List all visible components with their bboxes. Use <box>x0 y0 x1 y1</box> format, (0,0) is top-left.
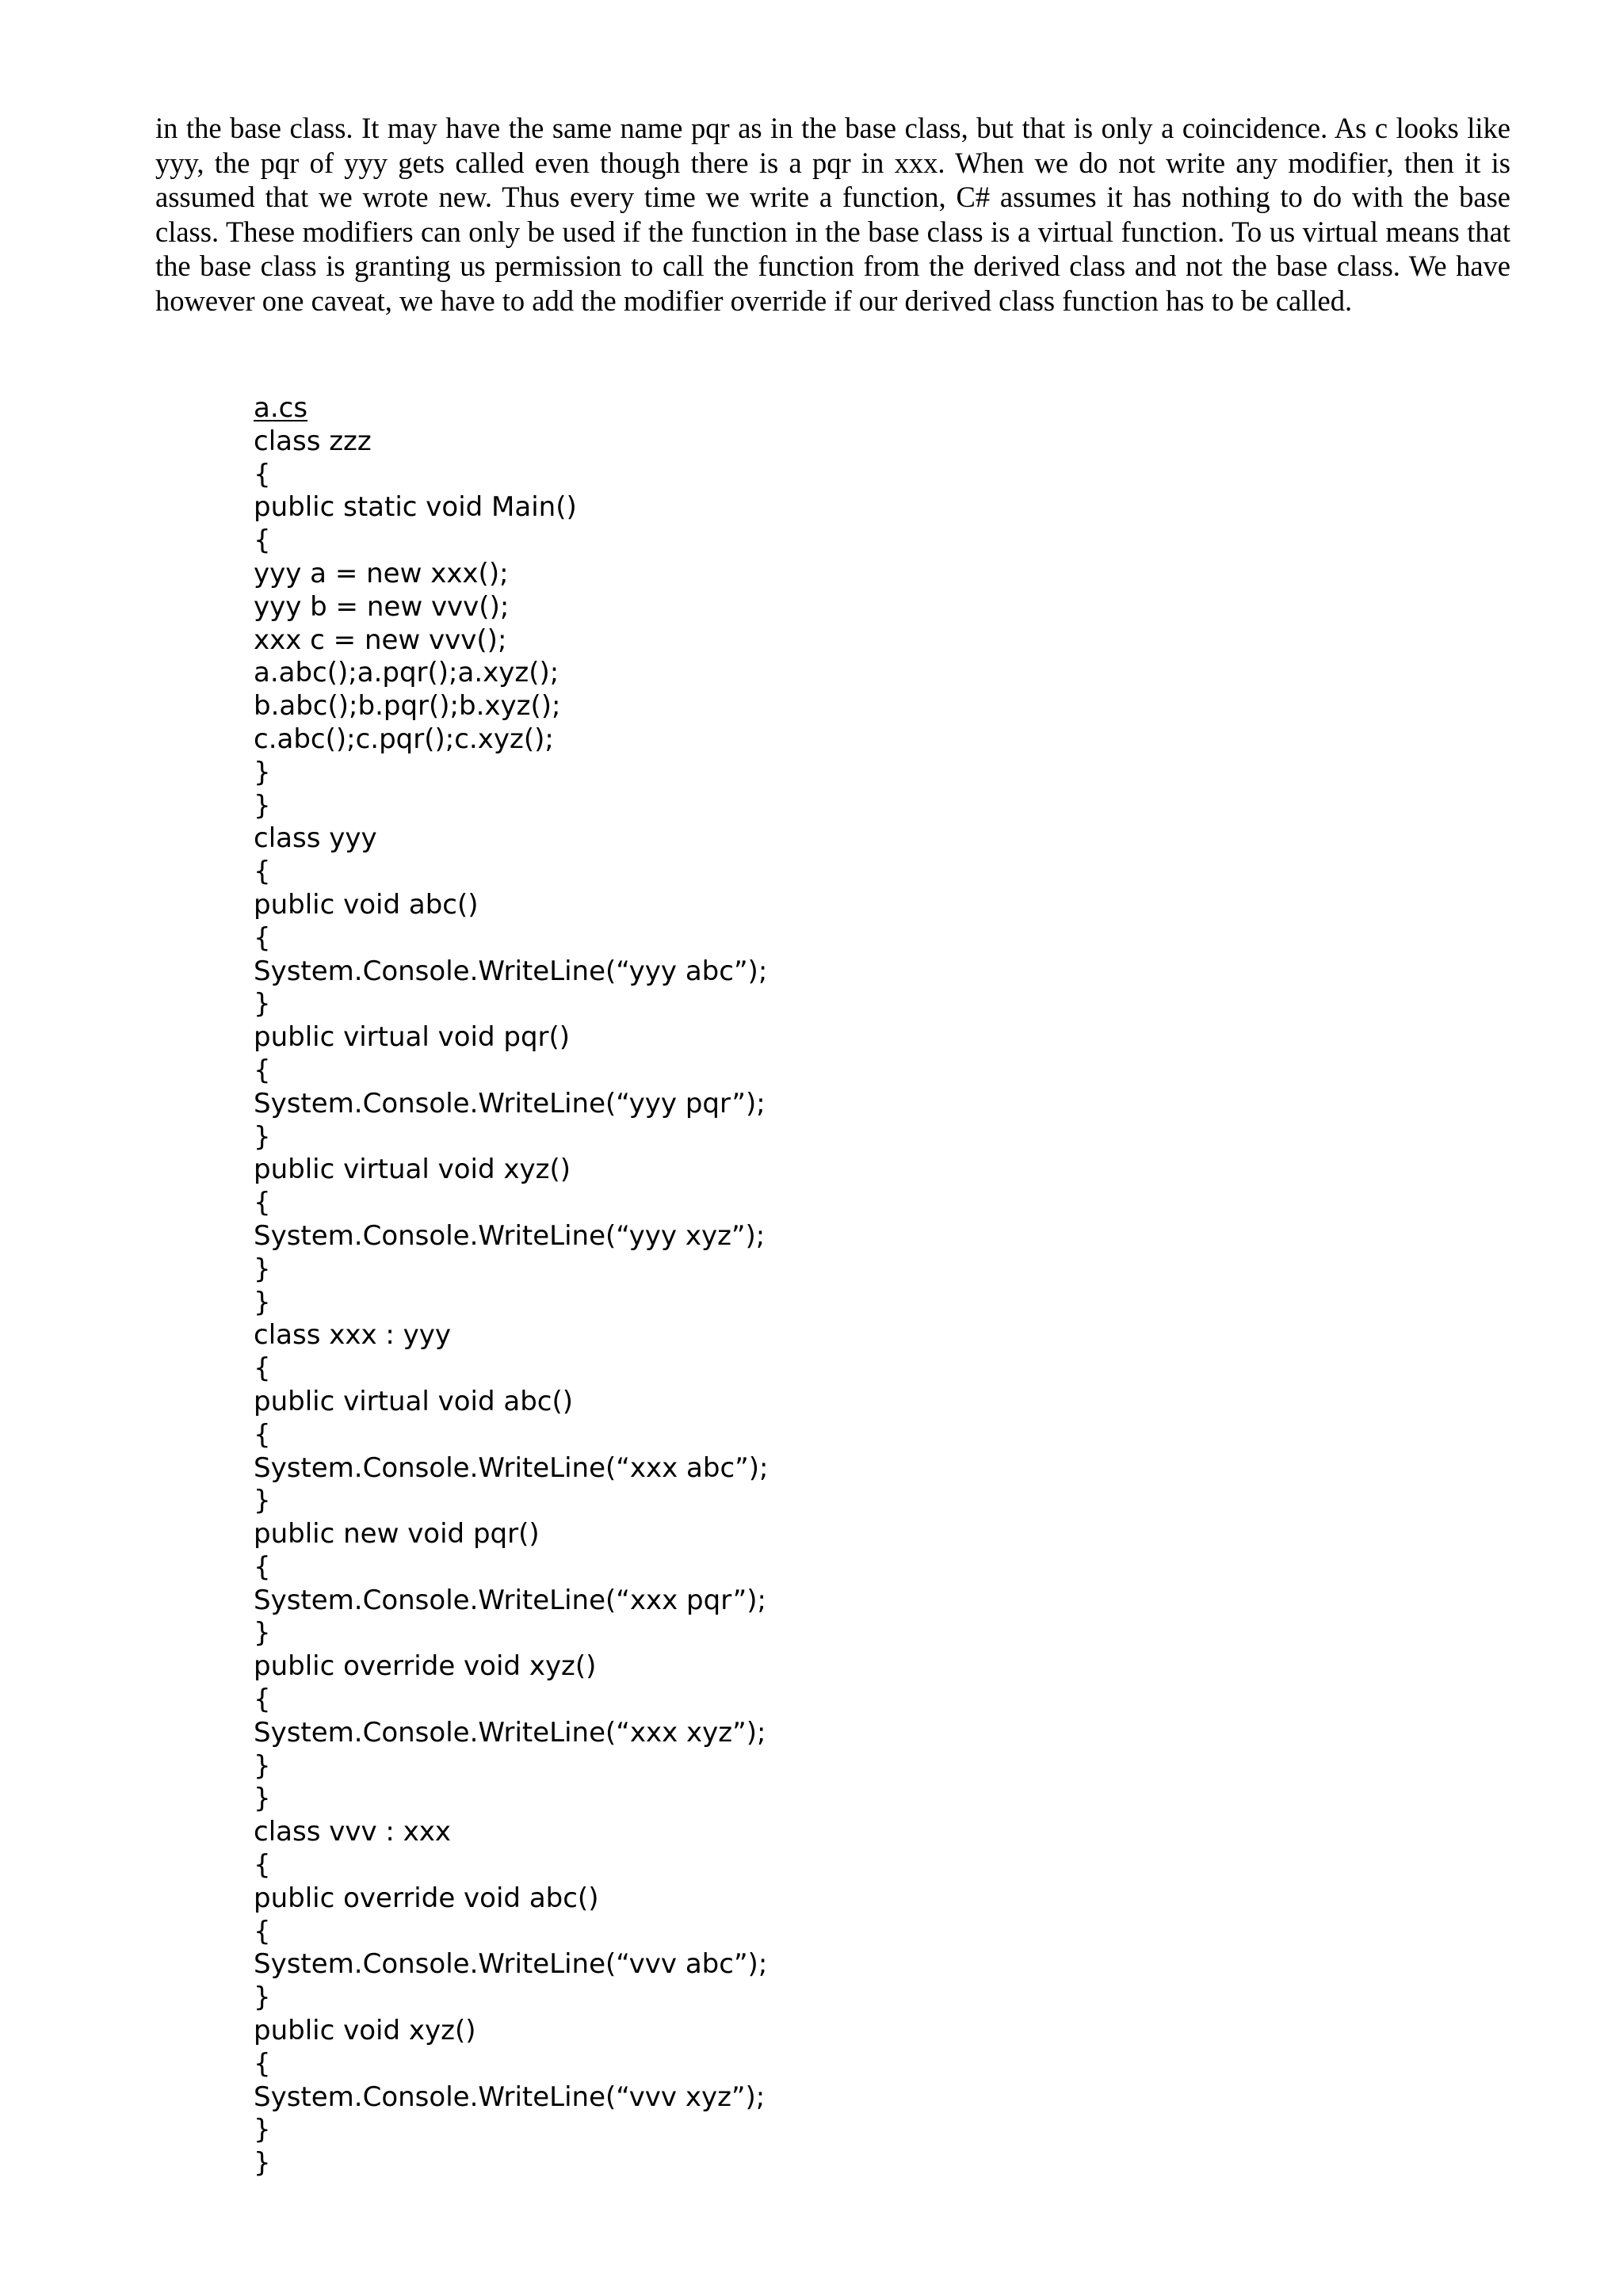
code-line: class xxx : yyy <box>254 1319 452 1352</box>
code-lines <box>254 425 769 2180</box>
code-line: { <box>254 1054 271 1086</box>
code-line: System.Console.WriteLine(“xxx pqr”); <box>254 1584 766 1616</box>
code-line: public static void Main() <box>254 491 577 524</box>
code-line: } <box>254 1253 271 1285</box>
code-line: System.Console.WriteLine(“xxx xyz”); <box>254 1716 766 1749</box>
code-line: { <box>254 1849 271 1882</box>
code-line: { <box>254 1187 271 1219</box>
code-line: { <box>254 921 271 954</box>
code-line: public void abc() <box>254 888 479 921</box>
code-line: c.abc();c.pqr();c.xyz(); <box>254 723 554 755</box>
code-line: { <box>254 856 271 888</box>
code-line: { <box>254 458 271 490</box>
code-line: { <box>254 2047 271 2080</box>
code-filename: a.cs <box>254 392 308 424</box>
code-line: } <box>254 2147 271 2180</box>
code-line: a.abc();a.pqr();a.xyz(); <box>254 657 559 689</box>
code-line: { <box>254 1352 271 1385</box>
code-line: public new void pqr() <box>254 1518 540 1550</box>
code-line: System.Console.WriteLine(“yyy abc”); <box>254 955 768 987</box>
body-paragraph: in the base class. It may have the same name pqr as in the base class, but that is only a coincidence. As c looks like yyy, the pqr of yyy gets called even though there is a pqr in xxx. When we do not write any modifier, then it is assumed that we wrote new. Thus every time we write a function, C# assumes it has nothing to do with the base class. These modifiers can only be used if the function in the base class is a virtual function. To us virtual means that the base class is granting us permission to call the function from the derived class and not the base class. We have however one caveat, we have to add the modifier override if our derived class function has to be called. <box>155 112 1510 317</box>
code-line: { <box>254 1550 271 1583</box>
code-line: System.Console.WriteLine(“xxx abc”); <box>254 1451 769 1484</box>
code-line: } <box>254 988 271 1020</box>
code-line: } <box>254 1981 271 2014</box>
code-line: { <box>254 1915 271 1947</box>
code-line: class yyy <box>254 822 377 855</box>
code-line: { <box>254 1418 271 1451</box>
code-line: public virtual void abc() <box>254 1385 574 1417</box>
code-line: } <box>254 1286 271 1318</box>
code-line: } <box>254 1120 271 1153</box>
code-line: } <box>254 789 271 822</box>
code-line: { <box>254 1684 271 1716</box>
code-line: xxx c = new vvv(); <box>254 624 507 656</box>
code-listing <box>254 392 769 2180</box>
code-line: class zzz <box>254 425 372 457</box>
code-line: public virtual void pqr() <box>254 1021 571 1054</box>
code-line: } <box>254 2114 271 2146</box>
code-line: } <box>254 1749 271 1782</box>
code-line: yyy b = new vvv(); <box>254 590 510 623</box>
code-line: System.Console.WriteLine(“vvv abc”); <box>254 1948 768 1981</box>
code-line: public override void abc() <box>254 1882 599 1914</box>
code-line: public virtual void xyz() <box>254 1154 571 1186</box>
code-line: System.Console.WriteLine(“vvv xyz”); <box>254 2081 766 2113</box>
code-line: } <box>254 1783 271 1815</box>
code-line: public override void xyz() <box>254 1650 597 1683</box>
code-line: } <box>254 1485 271 1517</box>
code-line: { <box>254 524 271 557</box>
code-line: class vvv : xxx <box>254 1816 452 1848</box>
code-line: b.abc();b.pqr();b.xyz(); <box>254 690 561 723</box>
code-line: System.Console.WriteLine(“yyy xyz”); <box>254 1219 766 1252</box>
code-line: public void xyz() <box>254 2015 476 2047</box>
code-line: yyy a = new xxx(); <box>254 557 509 589</box>
code-line: } <box>254 756 271 788</box>
code-line: } <box>254 1617 271 1650</box>
code-line: System.Console.WriteLine(“yyy pqr”); <box>254 1087 766 1119</box>
